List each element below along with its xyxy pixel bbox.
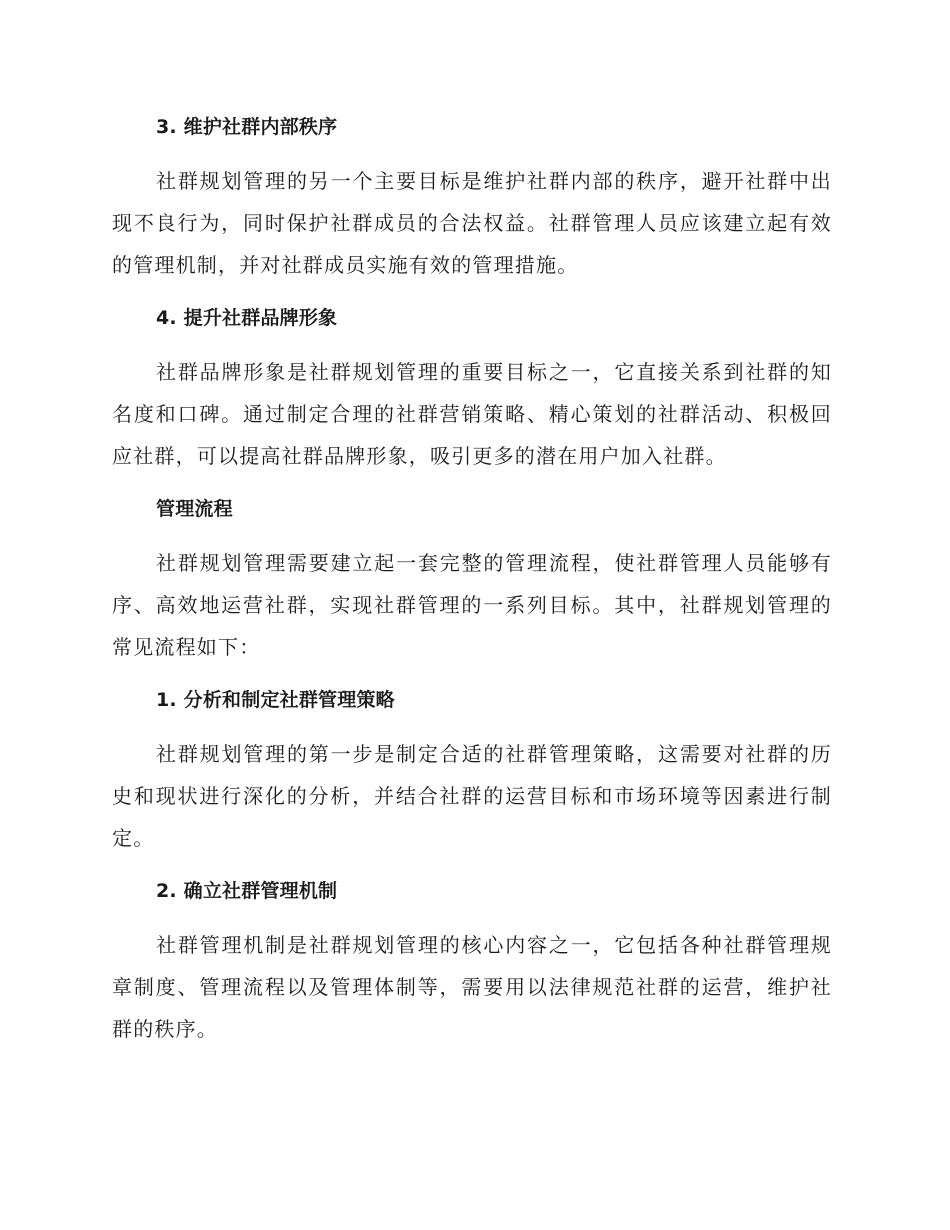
paragraph-brand-image: 社群品牌形象是社群规划管理的重要目标之一，它直接关系到社群的知名度和口碑。通过制定合理的社群营销策略、精心策划的社群活动、积极回应社群，可以提高社群品牌形象，吸引更多的潜在用户加入社群。 <box>112 360 832 468</box>
section-heading-mechanism: 2. 确立社群管理机制 <box>156 880 338 902</box>
section-heading-maintain-order: 3. 维护社群内部秩序 <box>156 116 338 138</box>
paragraph-management-process: 社群规划管理需要建立起一套完整的管理流程，使社群管理人员能够有序、高效地运营社群，实现社群管理的一系列目标。其中，社群规划管理的常见流程如下： <box>112 551 832 659</box>
document-body <box>112 110 832 1065</box>
section-heading-brand-image: 4. 提升社群品牌形象 <box>156 307 338 329</box>
paragraph-strategy: 社群规划管理的第一步是制定合适的社群管理策略，这需要对社群的历史和现状进行深化的分析，并结合社群的运营目标和市场环境等因素进行制定。 <box>112 742 832 850</box>
paragraph-mechanism: 社群管理机制是社群规划管理的核心内容之一，它包括各种社群管理规章制度、管理流程以及管理体制等，需要用以法律规范社群的运营，维护社群的秩序。 <box>112 933 832 1041</box>
paragraph-maintain-order: 社群规划管理的另一个主要目标是维护社群内部的秩序，避开社群中出现不良行为，同时保护社群成员的合法权益。社群管理人员应该建立起有效的管理机制，并对社群成员实施有效的管理措施。 <box>112 169 832 277</box>
section-heading-management-process: 管理流程 <box>156 498 233 520</box>
section-heading-strategy: 1. 分析和制定社群管理策略 <box>156 689 395 711</box>
